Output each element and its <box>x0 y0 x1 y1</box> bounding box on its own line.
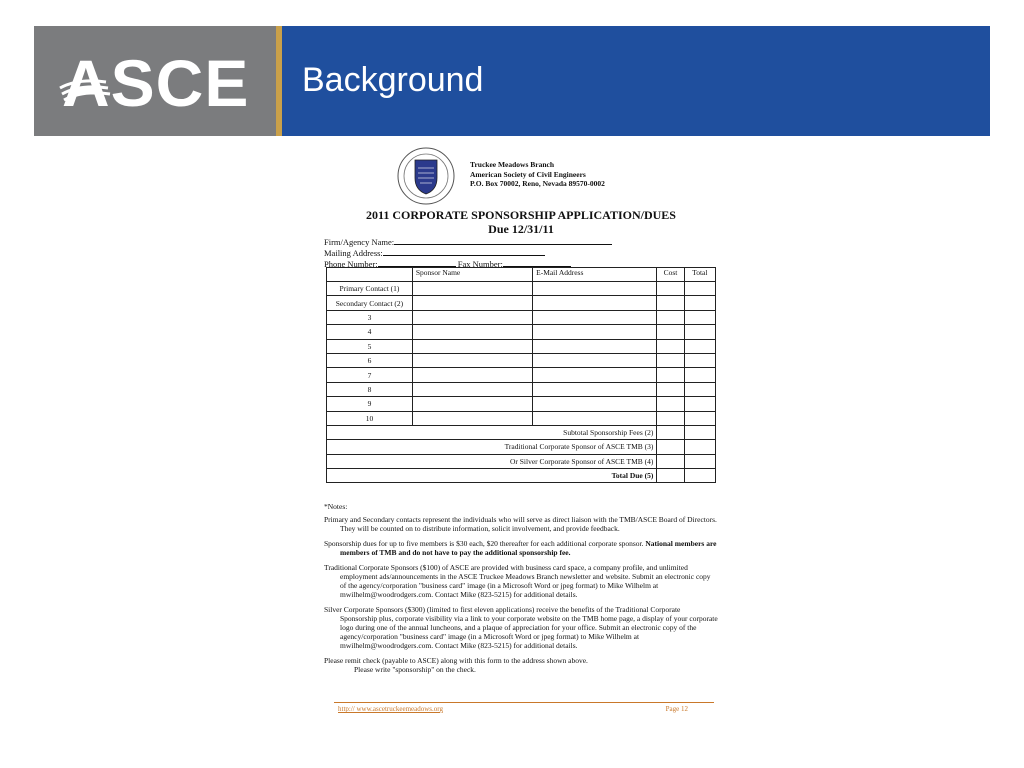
form-due-date: Due 12/31/11 <box>488 222 554 236</box>
asce-logo: ASCE <box>62 46 250 120</box>
summary-row: Traditional Corporate Sponsor of ASCE TMB (3) <box>327 440 716 454</box>
table-row: 10 <box>327 411 716 425</box>
note-remit: Please remit check (payable to ASCE) along with this form to the address shown above. Please write "sponsorship" on the check. <box>324 656 588 674</box>
phone-label: Phone Number: <box>324 259 378 269</box>
branch-address: Truckee Meadows Branch American Society of Civil Engineers P.O. Box 70002, Reno, Nevada 89570-0002 <box>470 160 605 188</box>
note-dues: Sponsorship dues for up to five members is $30 each, $20 thereafter for each additional corporate sponsor. National members are members of TMB and do not have to pay the additional sponsorship fee. <box>324 539 717 557</box>
form-title: 2011 CORPORATE SPONSORSHIP APPLICATION/DUES <box>366 208 676 222</box>
contact-fields <box>324 236 612 269</box>
summary-row: Total Due (5) <box>327 469 716 483</box>
table-row: 9 <box>327 397 716 411</box>
branch-website-link[interactable]: http:// www.ascetruckeemeadows.org <box>338 705 443 713</box>
summary-row: Subtotal Sponsorship Fees (2) <box>327 425 716 439</box>
note-silver: Silver Corporate Sponsors ($300) (limited to first eleven applications) receive the benefits of the Traditional Corporate Sponsorship plus, corporate visibility via a link to your corporate website on the TMB home page, a display of your corporate logo during one of the annual luncheons, and a plaque of appreciation for your office. Submit an electronic copy of the agency/corporation "business card" image (in a Microsoft Word or jpeg format) to Mike Wilhelm at mwilhelm@woodrodgers.com. Contact Mike (823-5215) for additional details. <box>324 605 718 650</box>
table-row: 7 <box>327 368 716 382</box>
sponsor-table <box>326 267 716 483</box>
note-traditional: Traditional Corporate Sponsors ($100) of ASCE are provided with business card space, a company profile, and unlimited employment ads/announcements in the ASCE Truckee Meadows Branch newsletter and website. Submit an electronic copy of the agency/corporation "business card" image (in a Microsoft Word or jpeg format) to Mike Wilhelm at mwilhelm@woodrodgers.com. Contact Mike (823-5215) for additional details. <box>324 563 711 599</box>
table-row: Secondary Contact (2) <box>327 296 716 310</box>
summary-row: Or Silver Corporate Sponsor of ASCE TMB (4) <box>327 454 716 468</box>
page-number: Page 12 <box>665 705 688 713</box>
page-title: Background <box>302 61 484 99</box>
notes-section <box>324 502 718 680</box>
notes-heading: *Notes: <box>324 502 348 511</box>
table-row: 3 <box>327 310 716 324</box>
mailing-label: Mailing Address: <box>324 248 383 258</box>
firm-label: Firm/Agency Name: <box>324 237 395 247</box>
document-footer <box>334 702 714 713</box>
asce-seal-icon <box>396 146 456 206</box>
table-row: 8 <box>327 382 716 396</box>
table-row: 6 <box>327 353 716 367</box>
note-contacts: Primary and Secondary contacts represent the individuals who will serve as direct liaison with the TMB/ASCE Board of Directors. They will be counted on to distribute information, solicit involvement, and provide feedback. <box>324 515 717 533</box>
table-row: Primary Contact (1) <box>327 282 716 296</box>
table-row: 5 <box>327 339 716 353</box>
sponsorship-form-document <box>324 144 718 719</box>
table-header-row: Sponsor Name E-Mail Address Cost Total <box>327 268 716 282</box>
table-row: 4 <box>327 325 716 339</box>
fax-label: Fax Number: <box>457 259 503 269</box>
